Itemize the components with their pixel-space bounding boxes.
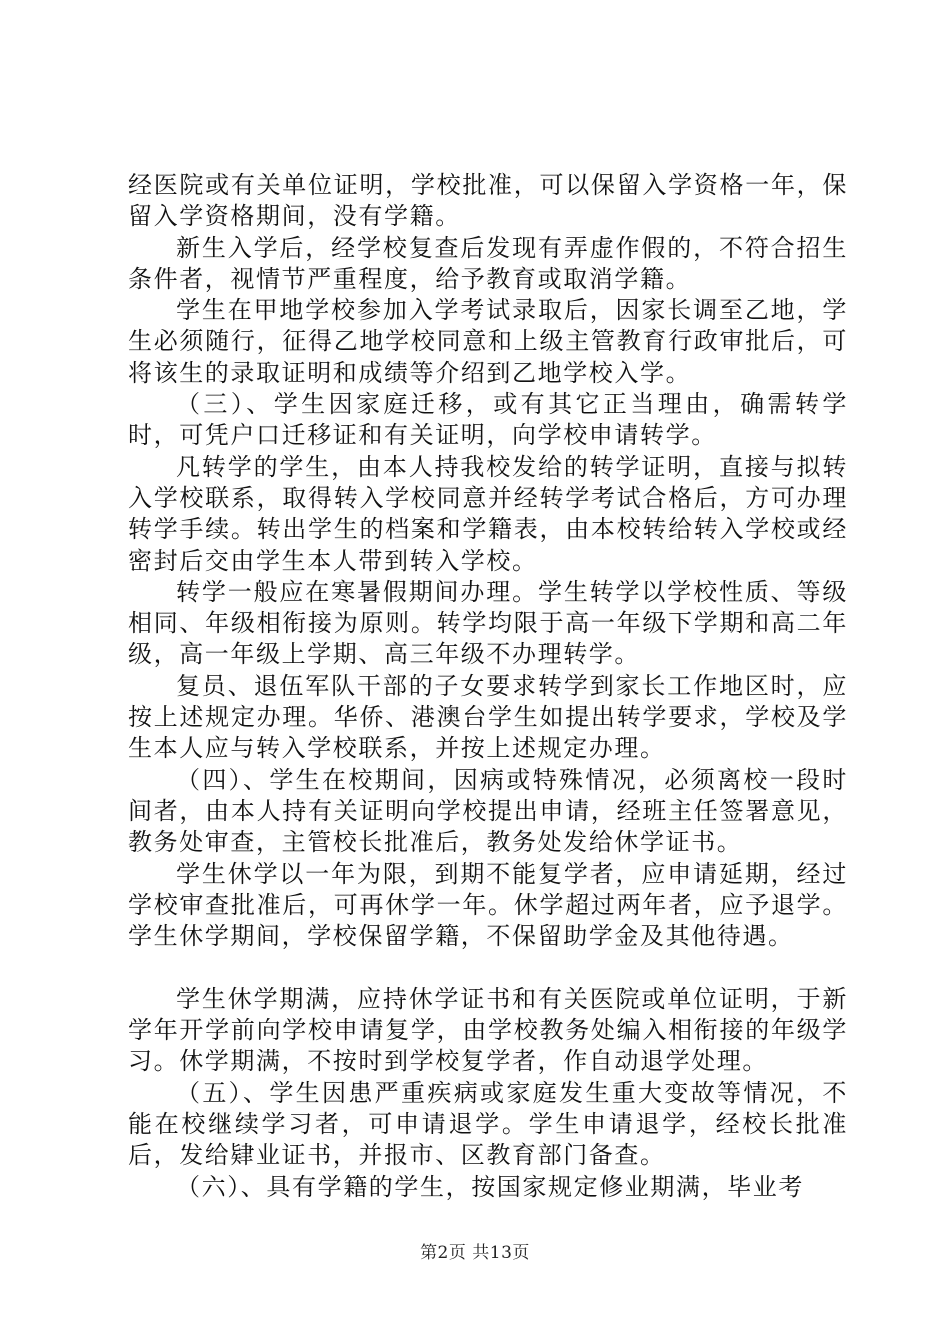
paragraph-2: 新生入学后，经学校复查后发现有弄虚作假的，不符合招生条件者，视情节严重程度，给予教育或取消学籍。 [128, 233, 848, 293]
paragraph-6: 转学一般应在寒暑假期间办理。学生转学以学校性质、等级相同、年级相衔接为原则。转学均限于高一年级下学期和高二年级，高一年级上学期、高三年级不办理转学。 [128, 577, 848, 669]
paragraph-gap [128, 952, 848, 983]
paragraph-11-section-5: （五）、学生因患严重疾病或家庭发生重大变故等情况，不能在校继续学习者，可申请退学。学生申请退学，经校长批准后，发给肄业证书，并报市、区教育部门备查。 [128, 1078, 848, 1170]
page-number-footer: 第2页 共13页 [420, 1243, 530, 1263]
document-body [128, 170, 848, 1203]
paragraph-10: 学生休学期满，应持休学证书和有关医院或单位证明，于新学年开学前向学校申请复学，由学校教务处编入相衔接的年级学习。休学期满，不按时到学校复学者，作自动退学处理。 [128, 984, 848, 1076]
paragraph-3: 学生在甲地学校参加入学考试录取后，因家长调至乙地，学生必须随行，征得乙地学校同意和上级主管教育行政审批后，可将该生的录取证明和成绩等介绍到乙地学校入学。 [128, 296, 848, 387]
paragraph-4-section-3: （三）、学生因家庭迁移，或有其它正当理由，确需转学时，可凭户口迁移证和有关证明，向学校申请转学。 [128, 390, 848, 450]
paragraph-9: 学生休学以一年为限，到期不能复学者，应申请延期，经过学校审查批准后，可再休学一年。休学超过两年者，应予退学。学生休学期间，学校保留学籍，不保留助学金及其他待遇。 [128, 859, 848, 951]
paragraph-8-section-4: （四）、学生在校期间，因病或特殊情况，必须离校一段时间者，由本人持有关证明向学校提出申请，经班主任签署意见，教务处审查，主管校长批准后，教务处发给休学证书。 [128, 765, 848, 857]
paragraph-5: 凡转学的学生，由本人持我校发给的转学证明，直接与拟转入学校联系，取得转入学校同意并经转学考试合格后，方可办理转学手续。转出学生的档案和学籍表，由本校转给转入学校或经密封后交由学生本人带到转入学校。 [128, 452, 848, 575]
paragraph-7: 复员、退伍军队干部的子女要求转学到家长工作地区时，应按上述规定办理。华侨、港澳台学生如提出转学要求，学校及学生本人应与转入学校联系，并按上述规定办理。 [128, 671, 848, 763]
paragraph-12-section-6: （六）、具有学籍的学生，按国家规定修业期满，毕业考 [176, 1172, 804, 1201]
paragraph-1: 经医院或有关单位证明，学校批准，可以保留入学资格一年，保留入学资格期间，没有学籍。 [128, 171, 848, 231]
